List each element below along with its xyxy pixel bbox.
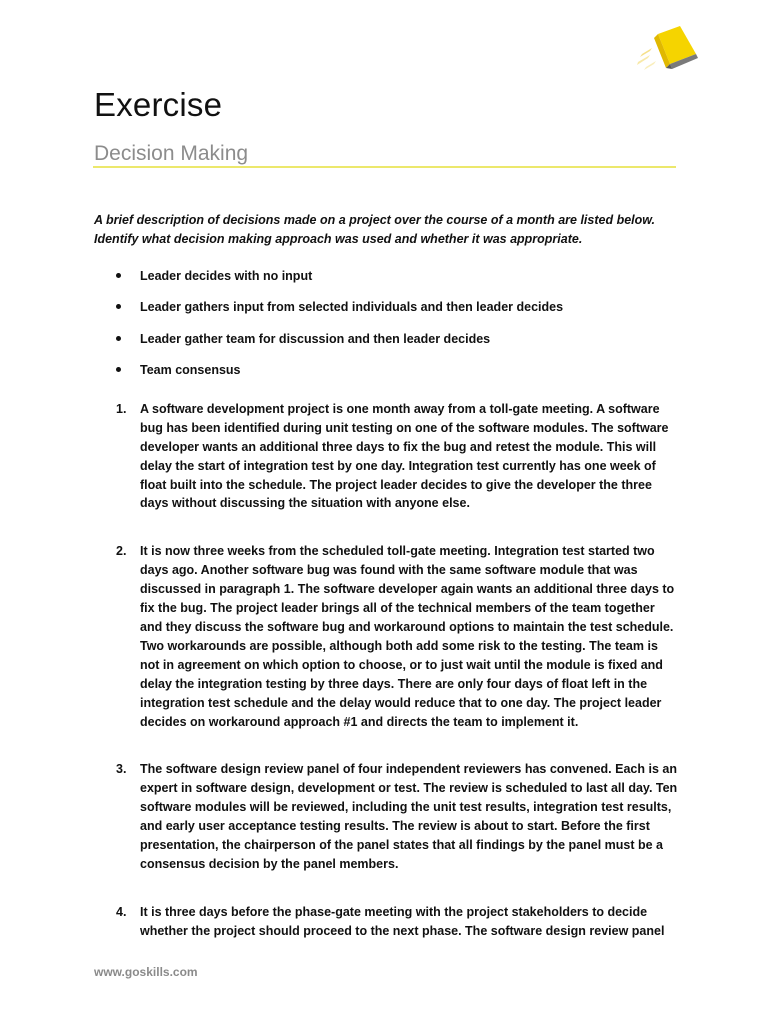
approach-label: Leader gathers input from selected individuals and then leader decides: [140, 300, 564, 315]
scenario-item: [94, 903, 680, 941]
book-logo-icon: [636, 20, 700, 76]
list-item: [94, 330, 680, 349]
scenario-number: 2.: [116, 544, 127, 559]
bullet-icon: [116, 273, 121, 278]
footer-url: www.goskills.com: [94, 965, 198, 979]
scenario-item: [94, 542, 680, 731]
bullet-icon: [116, 304, 121, 309]
scenario-text: A software development project is one month away from a toll-gate meeting. A software bug has been identified during unit testing on one of the software modules. The software developer wants an additional three days to fix the bug and retest the module. This will delay the start of integration test by one day. Integration test currently has one week of float built into the schedule. The project leader decides to give the developer the three days without discussing the situation with anyone else.: [140, 401, 669, 511]
bullet-icon: [116, 367, 121, 372]
scenario-text: The software design review panel of four independent reviewers has convened. Each is an expert in software design, development or test. The review is scheduled to last all day. Ten software modules will be reviewed, including the unit test results, integration test results, and early user acceptance testing results. The review is about to start. Before the first presentation, the chairperson of the panel states that all findings by the panel must be a consensus decision by the panel members.: [140, 762, 678, 871]
scenario-number: 1.: [116, 401, 127, 416]
scenario-text: It is three days before the phase-gate meeting with the project stakeholders to decide whether the project should proceed to the next phase. The software design review panel: [140, 904, 665, 938]
exercise-content: [94, 211, 680, 970]
list-item: [94, 298, 680, 317]
intro-paragraph: A brief description of decisions made on a project over the course of a month are listed below. Identify what decision making approach was used and whether it was appropriate.: [94, 213, 655, 246]
bullet-icon: [116, 336, 121, 341]
scenario-number: 3.: [116, 762, 127, 777]
list-item: [94, 361, 680, 380]
approach-list: [94, 267, 680, 380]
page-subtitle: Decision Making: [94, 142, 249, 165]
scenario-item: [94, 400, 680, 513]
title-divider: [93, 166, 676, 168]
list-item: [94, 267, 680, 286]
approach-label: Team consensus: [140, 363, 241, 378]
scenario-list: [94, 400, 680, 941]
scenario-number: 4.: [116, 904, 127, 919]
approach-label: Leader decides with no input: [140, 268, 313, 283]
scenario-item: [94, 760, 680, 873]
page-title: Exercise: [94, 86, 223, 123]
approach-label: Leader gather team for discussion and then leader decides: [140, 331, 491, 346]
scenario-text: It is now three weeks from the scheduled toll-gate meeting. Integration test started two days ago. Another software bug was found with the same software module that was discussed in paragraph 1. The software developer again wants an additional three days to fix the bug. The project leader brings all of the technical members of the team together and they discuss the software bug and workaround options to maintain the test schedule. Two workarounds are possible, although both add some risk to the testing. The team is not in agreement on which option to choose, or to just wait until the module is fixed and delay the integration testing by three days. There are only four days of float left in the integration test schedule and the delay would reduce that to one day. The project leader decides on workaround approach #1 and directs the team to implement it.: [140, 544, 675, 729]
